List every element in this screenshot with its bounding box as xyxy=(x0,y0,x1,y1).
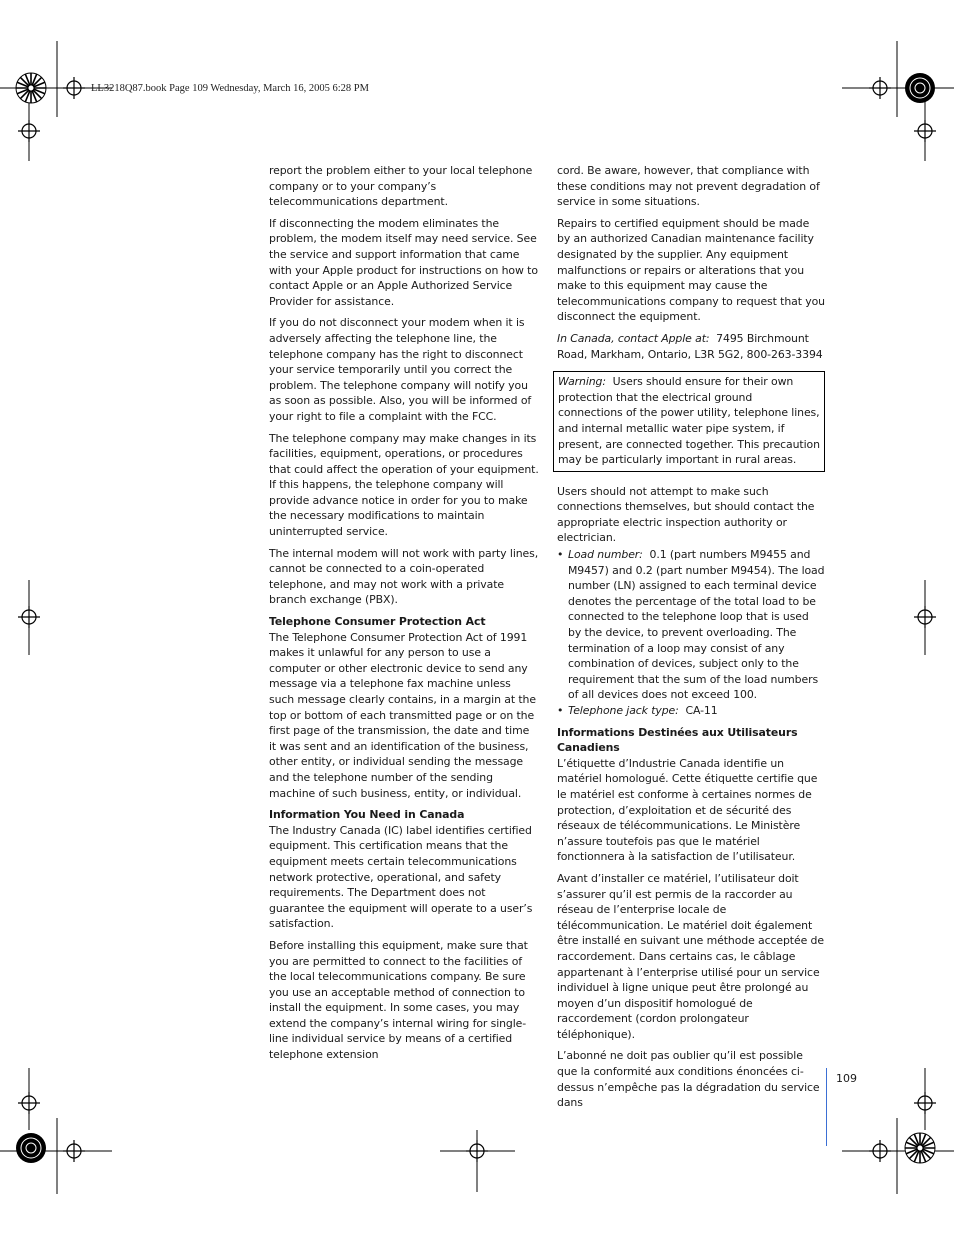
spec-list xyxy=(557,547,825,719)
registration-target-icon xyxy=(18,1092,40,1114)
registration-target-icon xyxy=(18,120,40,142)
list-item-label: Load number: xyxy=(568,548,643,562)
registration-target-icon xyxy=(914,1092,936,1114)
paragraph: Users should not attempt to make such connections themselves, but should contact the appropriate electric inspection authority or electrician. xyxy=(557,484,815,545)
paragraph: cord. Be aware, however, that compliance with these conditions may not prevent degradation of service in some situations. xyxy=(557,164,820,209)
paragraph: L’étiquette d’Industrie Canada identifie un matériel homologué. Cette étiquette certifie que le matériel est conforme à certaines normes de protection, d’exploitation et de sécurité des réseaux de télécommunications. Le Ministère n’assure toutefois pas que le matériel fonctionnera à la satisfaction de l’utilisateur. xyxy=(557,756,818,864)
list-item xyxy=(557,703,825,719)
list-item-label: Telephone jack type: xyxy=(568,704,679,717)
section-heading: Information You Need in Canada xyxy=(269,808,465,822)
list-item-text: 0.1 (part numbers M9455 and M9457) and 0.2 (part number M9454). The load number (LN) assigned to each terminal device denotes the percentage of the total load to be connected to the telephone loop that is used by the device, to prevent overloading. The termination of a loop may consist of any combination of devices, subject only to the requirement that the sum of the load numbers of all devices does not exceed 100. xyxy=(568,548,825,702)
list-item xyxy=(557,547,825,703)
star-target-icon xyxy=(16,1133,46,1163)
contact-info xyxy=(557,331,825,362)
registration-target-icon xyxy=(63,1140,85,1162)
print-slug: LL3218Q87.book Page 109 Wednesday, March 16, 2005 6:28 PM xyxy=(91,83,369,94)
paragraph: report the problem either to your local telephone company or to your company’s telecommunications department. xyxy=(269,164,533,209)
paragraph: Avant d’installer ce matériel, l’utilisateur doit s’assurer qu’il est permis de la raccorder au réseau de l’enterprise locale de télécommunication. Le matériel doit également être installé en suivant une méthode acceptée de raccordement. Dans certains cas, le câblage appartenant à l’enterprise utilisé pour un service individuel à ligne unique peut être prolongé au moyen d’un dispositif homologué de raccordement (cordon prolongateur téléphonique). xyxy=(557,871,824,1041)
list-item-text: CA-11 xyxy=(685,704,718,717)
registration-target-icon xyxy=(63,77,85,99)
paragraph: The telephone company may make changes in its facilities, equipment, operations, or procedures that could affect the operation of your equipment. If this happens, the telephone company will provide advance notice in order for you to make the necessary modifications to maintain uninterrupted service. xyxy=(269,431,539,539)
contact-value: 7495 Birchmount Road, Markham, Ontario, L3R 5G2, 800-263-3394 xyxy=(557,331,823,361)
registration-target-icon xyxy=(466,1140,488,1162)
paragraph: The internal modem will not work with party lines, cannot be connected to a coin-operated telephone, and may not work with a private branch exchange (PBX). xyxy=(269,546,539,607)
paragraph: Before installing this equipment, make sure that you are permitted to connect to the facilities of the local telecommunications company. Be sure you use an acceptable method of connection to install the equipment. In some cases, you may extend the company’s internal wiring for single-line individual service by means of a certified telephone extension xyxy=(269,938,528,1062)
paragraph: The Industry Canada (IC) label identifies certified equipment. This certification means that the equipment meets certain telecommunications network protective, operational, and safety requirements. The Department does not guarantee the equipment will operate to a user’s satisfaction. xyxy=(269,823,533,931)
paragraph: Repairs to certified equipment should be made by an authorized Canadian maintenance facility designated by the supplier. Any equipment malfunctions or repairs or alterations that you make to this equipment may cause the telecommunications company to request that you disconnect the equipment. xyxy=(557,216,825,324)
section-heading: Informations Destinées aux Utilisateurs Canadiens xyxy=(557,725,798,755)
star-target-icon xyxy=(905,1133,935,1163)
paragraph: L’abonné ne doit pas oublier qu’il est possible que la conformité aux conditions énoncées ci-dessus n’empêche pas la dégradation du service dans xyxy=(557,1049,820,1110)
paragraph: The Telephone Consumer Protection Act of 1991 makes it unlawful for any person to use a computer or other electronic device to send any message via a telephone fax machine unless such message clearly contains, in a margin at the top or bottom of each transmitted page or on the first page of the transmission, the date and time it was sent and an identification of the business, other entity, or individual sending the message and the telephone number of the sending machine of such business, entity, or individual. xyxy=(269,630,536,800)
star-target-icon xyxy=(905,73,935,103)
contact-label: In Canada, contact Apple at: xyxy=(557,331,710,345)
page-number: 109 xyxy=(836,1072,857,1085)
left-column xyxy=(269,163,539,1069)
registration-target-icon xyxy=(869,1140,891,1162)
page-number-rule xyxy=(826,1068,827,1146)
right-column xyxy=(557,163,825,1117)
section-heading: Telephone Consumer Protection Act xyxy=(269,615,486,629)
registration-target-icon xyxy=(914,606,936,628)
paragraph: If disconnecting the modem eliminates the problem, the modem itself may need service. See the service and support information that came with your Apple product for instructions on how to contact Apple or an Apple Authorized Service Provider for assistance. xyxy=(269,216,538,308)
registration-target-icon xyxy=(869,77,891,99)
registration-target-icon xyxy=(18,606,40,628)
warning-box xyxy=(553,371,825,472)
warning-label: Warning: xyxy=(558,375,606,389)
warning-text: Users should ensure for their own protection that the electrical ground connections of the power utility, telephone lines, and internal metallic water pipe system, if present, are connected together. This precaution may be particularly important in rural areas. xyxy=(558,375,820,467)
paragraph: If you do not disconnect your modem when it is adversely affecting the telephone line, the telephone company has the right to disconnect your service temporarily until you correct the problem. The telephone company will notify you as soon as possible. Also, you will be informed of your right to file a complaint with the FCC. xyxy=(269,316,532,423)
star-target-icon xyxy=(16,73,46,103)
registration-target-icon xyxy=(914,120,936,142)
